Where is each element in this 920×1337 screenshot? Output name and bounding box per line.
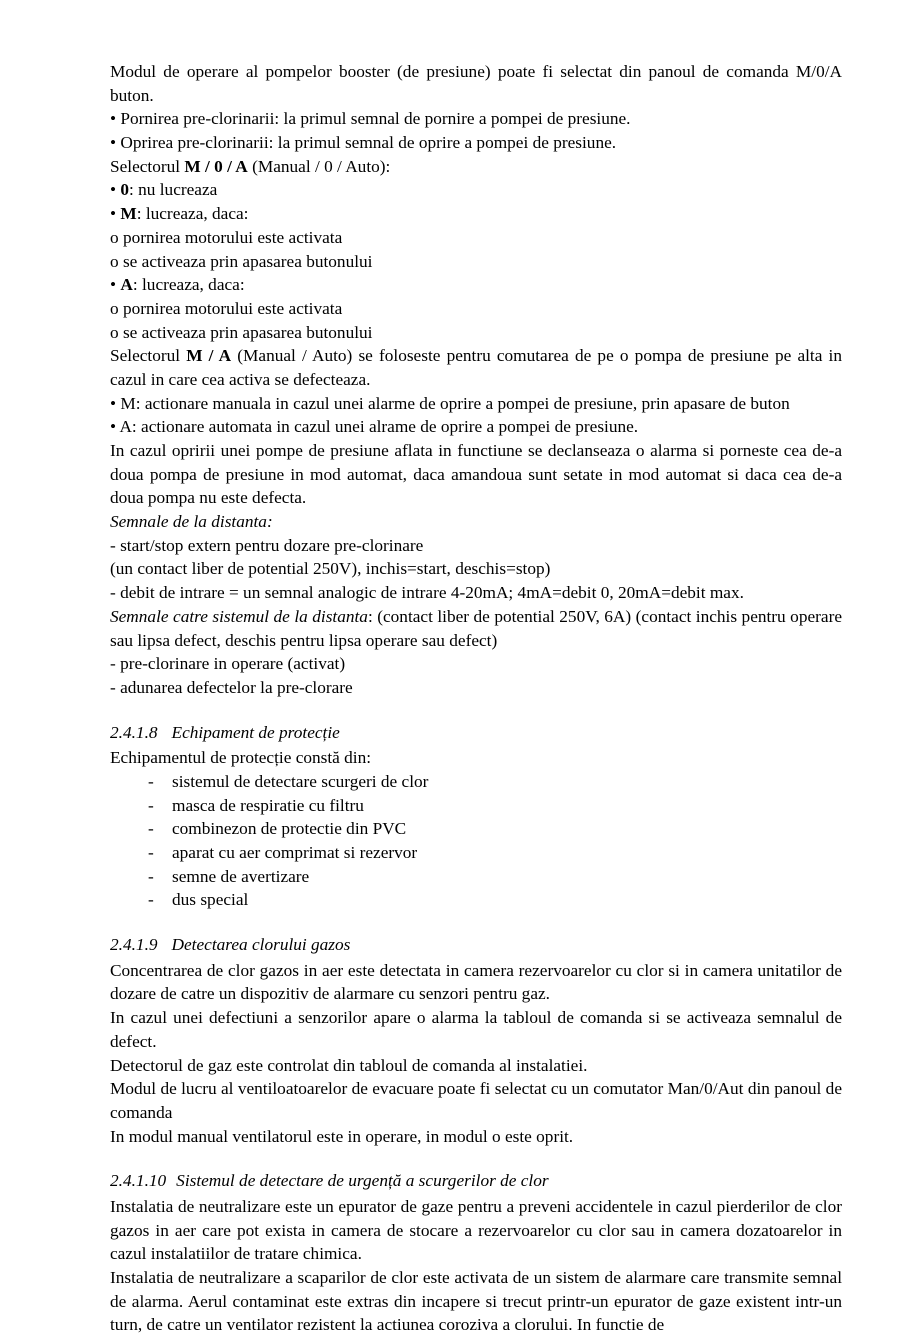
paragraph: Detectorul de gaz este controlat din tabloul de comanda al instalatiei. — [110, 1055, 588, 1075]
section-title: Detectarea clorului gazos — [171, 935, 351, 955]
paragraph: Modul de lucru al ventiloatoarelor de evacuare poate fi selectat cu un comutator Man/0/Aut din panoul de comanda — [110, 1079, 842, 1122]
dash-marker: - — [148, 843, 154, 862]
bullet-text: Oprirea pre-clorinarii: la primul semnal de oprire a pompei de presiune. — [120, 133, 617, 153]
list-item-label: dus special — [172, 890, 249, 910]
dash-marker: - — [148, 890, 154, 910]
sub-line: o pornirea motorului este activata — [110, 227, 343, 247]
list-item — [110, 817, 842, 841]
selector-prefix: Selectorul — [110, 346, 187, 366]
paragraph-signals-to-remote — [110, 605, 842, 652]
list-item — [110, 770, 842, 794]
selector-suffix: (Manual / Auto) se foloseste pentru comutarea de pe o pompa de presiune pe alta in cazul in care cea activa se defecteaza. — [110, 346, 842, 389]
list-item-label: sistemul de detectare scurgeri de clor — [172, 771, 429, 791]
list-line: - debit de intrare = un semnal analogic de intrare 4-20mA; 4mA=debit 0, 20mA=debit max. — [110, 583, 744, 603]
bullet-item — [110, 202, 842, 226]
dash-marker: - — [148, 866, 154, 886]
bullet-marker: • — [110, 204, 117, 224]
list-line: - pre-clorinare in operare (activat) — [110, 654, 346, 674]
section-heading-2-4-1-8 — [110, 721, 842, 745]
paragraph: Instalatia de neutralizare este un epurator de gaze pentru a preveni accidentele in cazul pierderilor de clor gazos in aer care pot exista in camera de stocare a rezervoarelor cu clor sau in camera dozatoarelor in cazul instalatiilor de tratare chimica. — [110, 1196, 842, 1264]
bullet-code: 0 — [120, 180, 130, 200]
section-number: 2.4.1.9 — [110, 935, 158, 955]
signals-title: Semnale catre sistemul de la distanta — [110, 606, 368, 626]
list-item-label: aparat cu aer comprimat si rezervor — [172, 843, 418, 862]
bullet-text: Pornirea pre-clorinarii: la primul semnal de pornire a pompei de presiune. — [120, 109, 631, 129]
list-item — [110, 841, 842, 865]
dash-marker: - — [148, 819, 154, 839]
list-item — [110, 865, 842, 889]
list-line: - start/stop extern pentru dozare pre-clorinare — [110, 535, 424, 555]
paragraph: Modul de operare al pompelor booster (de presiune) poate fi selectat din panoul de comanda M/0/A buton. — [110, 62, 842, 105]
dash-marker: - — [148, 795, 154, 815]
paragraph: In cazul opririi unei pompe de presiune aflata in functiune se declanseaza o alarma si porneste cea de-a doua pompa de presiune in mod automat, daca amandoua sunt setate in mod automat si daca cea de-a doua pompa nu este defecta. — [110, 441, 842, 508]
signals-detail: : (contact liber de potential 250V, 6A) (contact inchis pentru operare sau lipsa defect, deschis pentru lipsa operare sau defect) — [110, 606, 842, 650]
bullet-marker: • — [110, 109, 117, 129]
sub-line: o se activeaza prin apasarea butonului — [110, 322, 373, 342]
section-number: 2.4.1.8 — [110, 722, 158, 742]
section-title: Echipament de protecție — [171, 722, 340, 742]
section-heading-2-4-1-10 — [110, 1169, 842, 1193]
selector-code: M / A — [186, 346, 232, 366]
list-item-label: masca de respiratie cu filtru — [172, 795, 364, 815]
protection-equipment-list — [110, 770, 842, 912]
bullet-text: : nu lucreaza — [129, 180, 218, 200]
bullet-code: A — [120, 275, 133, 295]
sub-line: o pornirea motorului este activata — [110, 298, 343, 318]
bullet-code: M — [120, 204, 137, 224]
bullet-marker: • — [110, 393, 117, 413]
paragraph — [110, 344, 842, 391]
section-number: 2.4.1.10 — [110, 1171, 167, 1191]
list-item-label: combinezon de protectie din PVC — [172, 819, 407, 839]
list-item — [110, 794, 842, 818]
intro-line: Echipamentul de protecție constă din: — [110, 748, 372, 768]
bullet-marker: • — [110, 275, 117, 295]
sub-line: o se activeaza prin apasarea butonului — [110, 251, 373, 271]
document-body — [110, 60, 842, 1337]
subheading-remote-signals: Semnale de la distanta: — [110, 512, 273, 532]
dash-marker: - — [148, 771, 154, 791]
bullet-item — [110, 415, 842, 439]
list-item-label: semne de avertizare — [172, 866, 310, 886]
bullet-marker: • — [110, 133, 117, 153]
bullet-item — [110, 392, 842, 416]
section-title: Sistemul de detectare de urgență a scurgerilor de clor — [176, 1171, 549, 1191]
bullet-text: M: actionare manuala in cazul unei alarme de oprire a pompei de presiune, prin apasare de buton — [120, 393, 790, 413]
paragraph: Concentrarea de clor gazos in aer este detectata in camera rezervoarelor cu clor si in camera unitatilor de dozare de catre un dispozitiv de alarmare cu senzori pentru gaz. — [110, 960, 842, 1004]
selector-code: M / 0 / A — [184, 156, 248, 176]
paragraph: In cazul unei defectiuni a senzorilor apare o alarma la tabloul de comanda si se activeaza semnalul de defect. — [110, 1008, 842, 1051]
section-heading-2-4-1-9 — [110, 933, 842, 957]
list-line: - adunarea defectelor la pre-clorare — [110, 677, 353, 697]
bullet-text: : lucreaza, daca: — [136, 204, 249, 224]
list-item — [110, 888, 842, 912]
selector-suffix: (Manual / 0 / Auto): — [247, 156, 391, 176]
selector-line-m0a — [110, 155, 842, 179]
bullet-item — [110, 131, 842, 155]
paragraph: In modul manual ventilatorul este in operare, in modul o este oprit. — [110, 1126, 574, 1146]
selector-prefix: Selectorul — [110, 156, 185, 176]
bullet-marker: • — [110, 417, 117, 437]
bullet-text: A: actionare automata in cazul unei alrame de oprire a pompei de presiune. — [119, 417, 639, 437]
bullet-item — [110, 107, 842, 131]
bullet-item — [110, 178, 842, 202]
paragraph: Instalatia de neutralizare a scaparilor de clor este activata de un sistem de alarmare care transmite semnal de alarma. Aerul contaminat este extras din incapere si trecut printr-un epurator de gaze existent intr-un turn, de catre un ventilator rezistent la actiunea coroziva a clorului. In functie de — [110, 1268, 842, 1335]
bullet-text: : lucreaza, daca: — [132, 275, 245, 295]
bullet-item — [110, 273, 842, 297]
list-line: (un contact liber de potential 250V), inchis=start, deschis=stop) — [110, 559, 551, 579]
bullet-marker: • — [110, 180, 117, 200]
